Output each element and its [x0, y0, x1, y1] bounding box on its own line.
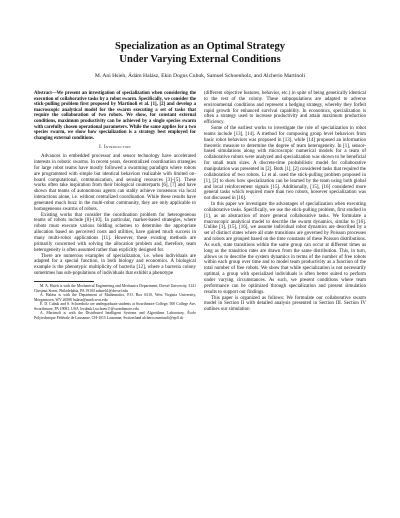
- footnote-divider: [34, 281, 94, 282]
- paragraph: Some of the earliest works to investigate the role of specialization in robot teams include [13], [14]. A method for composing group level behaviors from basic robot behaviors was proposed in [13], while [14] proposed an information theoretic measure to determine the degree of team heterogeneity. In [1], sensor-based simulations along with microscopic numerical models for a team of collaborative robots were analyzed and specialization was shown to be beneficial for small team sizes. A discrete-time probabilistic model for collaborative manipulation was presented in [2]. Both [1], [2] considered tasks that required the collaboration of two robots. Li et al. used the stick-pulling problem proposed in [1], [2] to show how specialization can be learned by the team using both global and local reinforcement signals [15]. Additionally, [15], [16] considered more general tasks which required more than two robots, however specialization was not discussed in [16].: [204, 126, 366, 202]
- paragraph: (different objective features, behavior, etc.) in spite of being genetically identical to the rest of the colony. These subpopulations are adapted to adverse environmental conditions and represent a hedging strategy, whereby they forfeit rapid growth for enhanced survival capability. In economics, specialization is often a strategy used to increase productivity and attain maximum production efficiency.: [204, 91, 366, 126]
- footnotes: [34, 284, 196, 321]
- paragraph: Existing works that consider the coordination problem for heterogeneous teams of robots include [8]–[10]. In particular, market-based strategies, where robots must execute various bidding schemes to determine the appropriate allocation based on perceived costs and utilities, have gained much success in many multi-robot applications [11]. However, these existing methods are primarily concerned with solving the allocation problem and, therefore, team heterogeneity is often assumed rather than explicitly designed for.: [34, 212, 196, 253]
- paragraph: There are numerous examples of specialization, i.e. when individuals are adapted for a special function, in both biology and economics. A biological example is the phenotypic multiplicity of bacteria [12], where a bacteria colony sometimes has sub-populations of individuals that exhibit a phenotype: [34, 253, 196, 277]
- paper-title: [75, 40, 325, 66]
- two-column-body: [34, 91, 366, 321]
- footnote: E. D. Cubuk and S. Schoenholz are undergraduate students at Swarthmore College, 500 College Ave, Swarthmore, PA 19081, USA {ecubuk1,sschoen1}@swarthmore.edu: [34, 302, 196, 311]
- section-heading-introduction: I. Introduction: [99, 145, 131, 151]
- author-list: M. Ani Hsieh, Ádám Halász, Ekin Dogus Cubuk, Samuel Schoenholz, and Alcherio Martinoli: [94, 73, 306, 79]
- left-column: [34, 91, 196, 321]
- paragraph: In this paper we investigate the advantages of specialization when executing collaborative tasks. Specifically, we use the stick-pulling problem, first studied in [1], as an abstraction of more general collaborative tasks. We formulate a macroscopic analytical model to describe the swarm dynamics, similar to [16]. Unlike [1], [15], [16], we assume individual robot dynamics are described by a set of distinct states where all state transitions are governed by Poisson processes and robots are grouped based on the time constants of these Poisson distributions. As such, state transitions within the same group can occur at different times as long as the transition rates are drawn from the same distribution. This, in turn, allows us to describe the system dynamics in terms of the number of free robots within each group over time and to model team productivity as a function of the total number of free robots. We show that while specialization is not necessarily optimal, a group with specialized individuals is often better suited to perform under varying circumstances. As such, we present conditions where team performance can be optimized through specialization and present simulation results to support our findings.: [204, 202, 366, 295]
- title-line-2: Under Varying External Conditions: [119, 54, 281, 65]
- footnote: Á. Halász is with the Department of Mathematics, P.O. Box 6310, West Virginia University, Morgantown, WV 26506 halasz@math.wvu.edu: [34, 293, 196, 302]
- right-column: [204, 91, 366, 321]
- paragraph: Advances in embedded processor and sensor technology have accelerated interests in robotic swarms. In recent years, decentralized coordination strategies for large robot teams have mostly followed a swarming paradigm where robots are programmed with simple but identical behaviors realizable with limited on-board computational, communication, and sensing resources [3]–[5]. These works often take inspiration from their biological counterparts [6], [7] and have shown that teams of autonomous agents can stably achieve consensus via local interactions alone, i.e. without centralized coordination. While these results have generated much buzz in the multi-robot community, they are only applicable to homogeneous swarms of robots.: [34, 154, 196, 212]
- title-line-1: Specialization as an Optimal Strategy: [114, 41, 286, 52]
- paragraph: This paper is organized as follows: We formulate our collaborative swarm model in Section II with detailed analysis presented in Section III. Section IV outlines our simulation: [204, 295, 366, 313]
- footnote: M. A. Hsieh is with the Mechanical Engineering and Mechanics Department, Drexel University, 3141 Chestnut Street, Philadelphia, PA 19104 mhsieh1@drexel.edu: [34, 283, 196, 293]
- footnote: A. Martinoli is with the Distributed Intelligent Systems and Algorithms Laboratory, École Polytechnique Fédérale de Lausanne, CH-1015 Lausanne, Switzerland alcherio.martinoli@epfl.ch: [34, 311, 196, 321]
- abstract: Abstract—We present an investigation of specialization when considering the execution of collaborative tasks by a robot swarm. Specifically, we consider the stick-pulling problem first proposed by Martinoli et al. [1], [2] and develop a macroscopic analytical model for the swarm executing a set of tasks that require the collaboration of two robots. We show, for constant external conditions, maximum productivity can be achieved by a single species swarm with carefully chosen operational parameters. While the same applies for a two species swarm, we show how specialization is a strategy best employed for changing external conditions.: [34, 91, 196, 141]
